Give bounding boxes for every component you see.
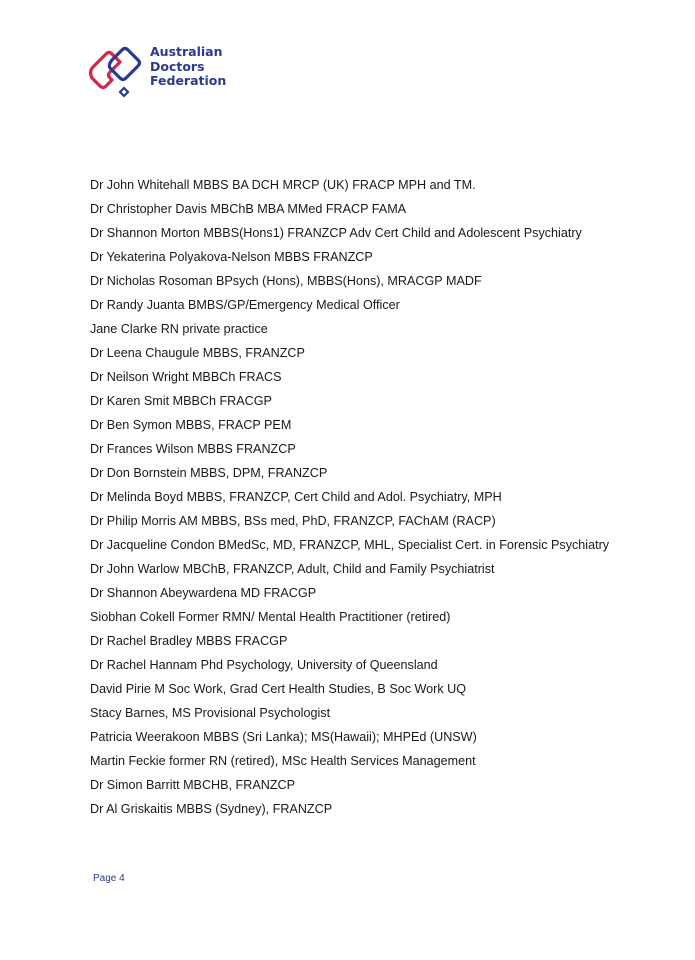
list-item: Dr Shannon Abeywardena MD FRACGP [90, 586, 317, 600]
list-item: Dr Philip Morris AM MBBS, BSs med, PhD, FRANZCP, FAChAM (RACP) [90, 514, 496, 528]
logo-line-3: Federation [150, 73, 227, 88]
list-item: Siobhan Cokell Former RMN/ Mental Health Practitioner (retired) [90, 610, 451, 624]
list-item: Dr Frances Wilson MBBS FRANZCP [90, 442, 296, 456]
list-item: Dr Yekaterina Polyakova-Nelson MBBS FRANZCP [90, 250, 373, 264]
logo-line-2: Doctors [150, 58, 205, 74]
list-item: Dr Neilson Wright MBBCh FRACS [90, 370, 282, 384]
list-item: Dr Simon Barritt MBCHB, FRANZCP [90, 778, 296, 792]
list-item: David Pirie M Soc Work, Grad Cert Health Studies, B Soc Work UQ [90, 682, 467, 696]
list-item: Dr Al Griskaitis MBBS (Sydney), FRANZCP [90, 802, 333, 816]
list-item: Dr Jacqueline Condon BMedSc, MD, FRANZCP, MHL, Specialist Cert. in Forensic Psychiatry [90, 538, 610, 552]
list-item: Dr Christopher Davis MBChB MBA MMed FRACP FAMA [90, 202, 407, 216]
list-item: Dr Shannon Morton MBBS(Hons1) FRANZCP Adv Cert Child and Adolescent Psychiatry [90, 226, 582, 240]
list-item: Dr Ben Symon MBBS, FRACP PEM [90, 418, 292, 432]
logo-wordmark [150, 45, 226, 89]
list-item: Dr Rachel Bradley MBBS FRACGP [90, 634, 288, 648]
list-item: Dr John Whitehall MBBS BA DCH MRCP (UK) FRACP MPH and TM. [90, 178, 476, 192]
list-item: Patricia Weerakoon MBBS (Sri Lanka); MS(Hawaii); MHPEd (UNSW) [90, 730, 477, 744]
page-number: Page 4 [93, 873, 125, 884]
list-item: Jane Clarke RN private practice [90, 322, 268, 336]
list-item: Dr Don Bornstein MBBS, DPM, FRANZCP [90, 466, 328, 480]
list-item: Dr Leena Chaugule MBBS, FRANZCP [90, 346, 305, 360]
adf-diamond-logo-icon [88, 44, 150, 102]
list-item: Dr Nicholas Rosoman BPsych (Hons), MBBS(Hons), MRACGP MADF [90, 274, 482, 288]
list-item: Dr Randy Juanta BMBS/GP/Emergency Medical Officer [90, 298, 400, 312]
list-item: Martin Feckie former RN (retired), MSc Health Services Management [90, 754, 476, 768]
list-item: Stacy Barnes, MS Provisional Psychologist [90, 706, 331, 720]
list-item: Dr Melinda Boyd MBBS, FRANZCP, Cert Child and Adol. Psychiatry, MPH [90, 490, 502, 504]
organization-logo [88, 44, 228, 104]
list-item: Dr John Warlow MBChB, FRANZCP, Adult, Child and Family Psychiatrist [90, 562, 495, 576]
list-item: Dr Rachel Hannam Phd Psychology, University of Queensland [90, 658, 438, 672]
logo-line-1: Australian [150, 44, 223, 59]
signatory-list [90, 177, 650, 825]
list-item: Dr Karen Smit MBBCh FRACGP [90, 394, 272, 408]
